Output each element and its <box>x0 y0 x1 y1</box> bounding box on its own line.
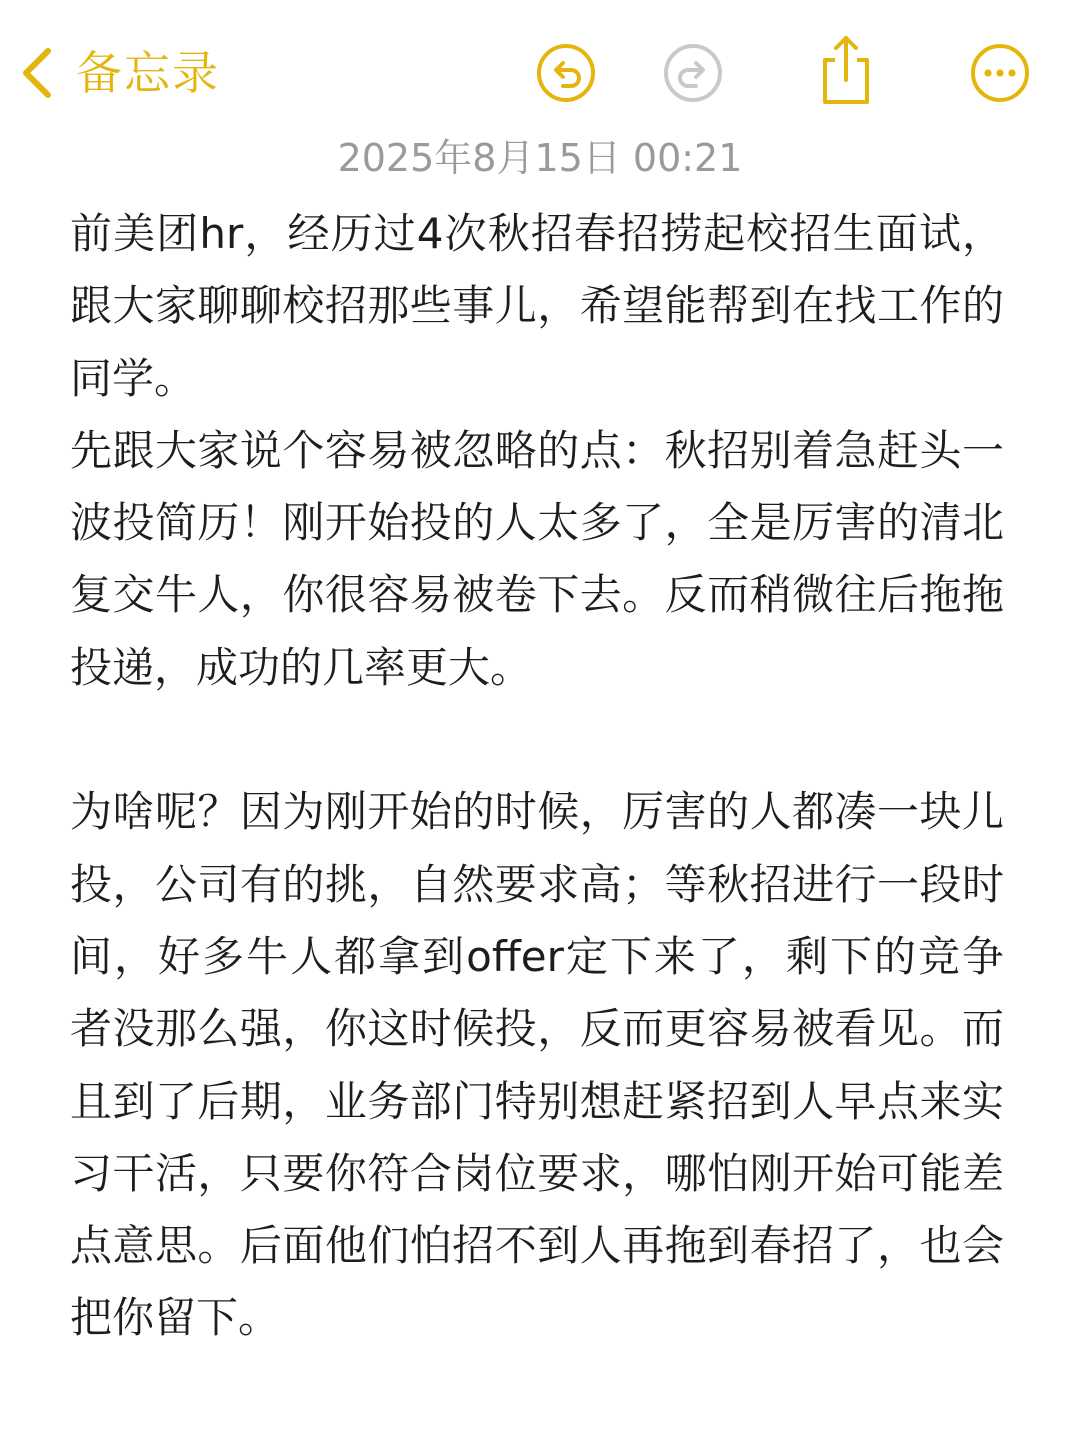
note-body[interactable] <box>70 198 1004 1355</box>
share-icon <box>815 34 877 106</box>
more-icon <box>969 42 1031 104</box>
note-paragraph: 为啥呢？因为刚开始的时候，厉害的人都凑一块儿投，公司有的挑，自然要求高；等秋招进行一段时间，好多牛人都拿到offer定下来了，剩下的竞争者没那么强，你这时候投，反而更容易被看见。而且到了后期，业务部门特别想赶紧招到人早点来实习干活，只要你符合岗位要求，哪怕刚开始可能差点意思。后面他们怕招不到人再拖到春招了，也会把你留下。 <box>70 787 1004 1343</box>
navigation-bar <box>0 0 1080 140</box>
redo-button[interactable] <box>662 42 724 104</box>
chevron-left-icon <box>20 47 54 99</box>
note-paragraph: 前美团hr，经历过4次秋招春招捞起校招生面试，跟大家聊聊校招那些事儿，希望能帮到在找工作的同学。 <box>70 209 1004 403</box>
blank-line <box>70 704 1004 776</box>
back-button[interactable] <box>20 38 220 108</box>
more-button[interactable] <box>969 42 1031 104</box>
undo-icon <box>535 42 597 104</box>
note-timestamp: 2025年8月15日 00:21 <box>337 136 743 180</box>
undo-button[interactable] <box>535 42 597 104</box>
redo-icon <box>662 42 724 104</box>
share-button[interactable] <box>815 34 877 106</box>
back-label: 备忘录 <box>76 46 220 100</box>
note-paragraph: 先跟大家说个容易被忽略的点：秋招别着急赶头一波投简历！刚开始投的人太多了，全是厉害的清北复交牛人，你很容易被卷下去。反而稍微往后拖拖投递，成功的几率更大。 <box>70 425 1004 692</box>
